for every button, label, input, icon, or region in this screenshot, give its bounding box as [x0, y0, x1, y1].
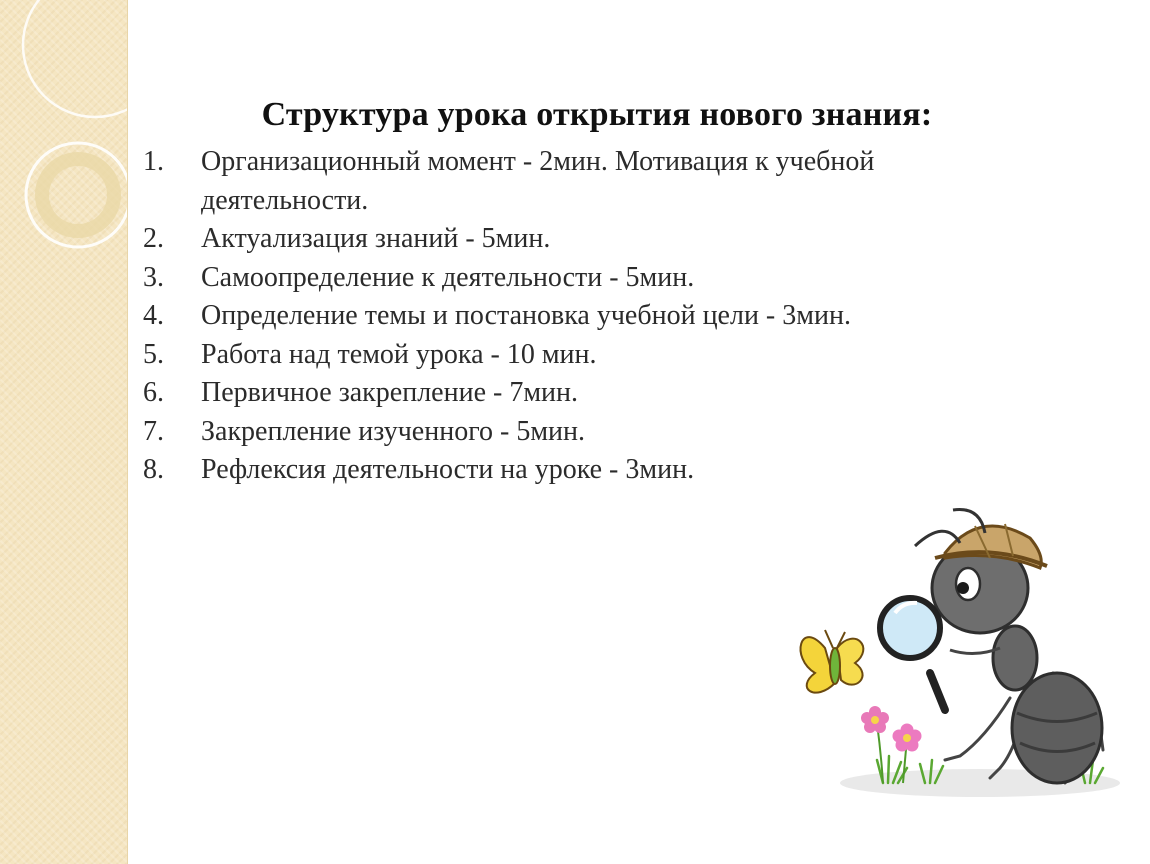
- list-item: [143, 413, 1003, 452]
- step-text: Закрепление изученного - 5мин.: [201, 415, 586, 447]
- step-number: 6.: [143, 377, 164, 408]
- step-number: 7.: [143, 415, 164, 447]
- step-number: 4.: [143, 300, 164, 331]
- step-text: Организационный момент - 2мин. Мотивация к учебной деятельности.: [201, 146, 875, 216]
- list-item: [143, 451, 1003, 490]
- slide-title: Структура урока открытия нового знания:: [261, 96, 933, 133]
- step-number: 2.: [143, 223, 164, 254]
- list-item: [143, 220, 1003, 259]
- step-number: 1.: [143, 146, 164, 177]
- list-item: [143, 143, 1003, 220]
- list-item: [143, 374, 1003, 413]
- step-text: Первичное закрепление - 7мин.: [201, 377, 579, 408]
- list-item: [143, 297, 1003, 336]
- butterfly-icon: [801, 630, 864, 693]
- step-number: 5.: [143, 338, 164, 370]
- step-text: Актуализация знаний - 5мин.: [201, 223, 551, 254]
- step-text: Самоопределение к деятельности - 5мин.: [201, 261, 695, 293]
- step-number: 8.: [143, 454, 164, 485]
- list-item: [143, 336, 1003, 375]
- step-text: Рефлексия деятельности на уроке - 3мин.: [201, 454, 695, 485]
- list-item: [143, 259, 1003, 298]
- magnifier-icon: [880, 598, 945, 710]
- lesson-steps-list: [143, 143, 1003, 490]
- ant-abdomen: [1012, 673, 1102, 783]
- step-number: 3.: [143, 261, 164, 293]
- ant-thorax: [993, 626, 1037, 690]
- step-text: Определение темы и постановка учебной цели - 3мин.: [201, 300, 851, 331]
- step-text: Работа над темой урока - 10 мин.: [201, 338, 597, 370]
- ant-with-magnifier-illustration: [785, 498, 1125, 808]
